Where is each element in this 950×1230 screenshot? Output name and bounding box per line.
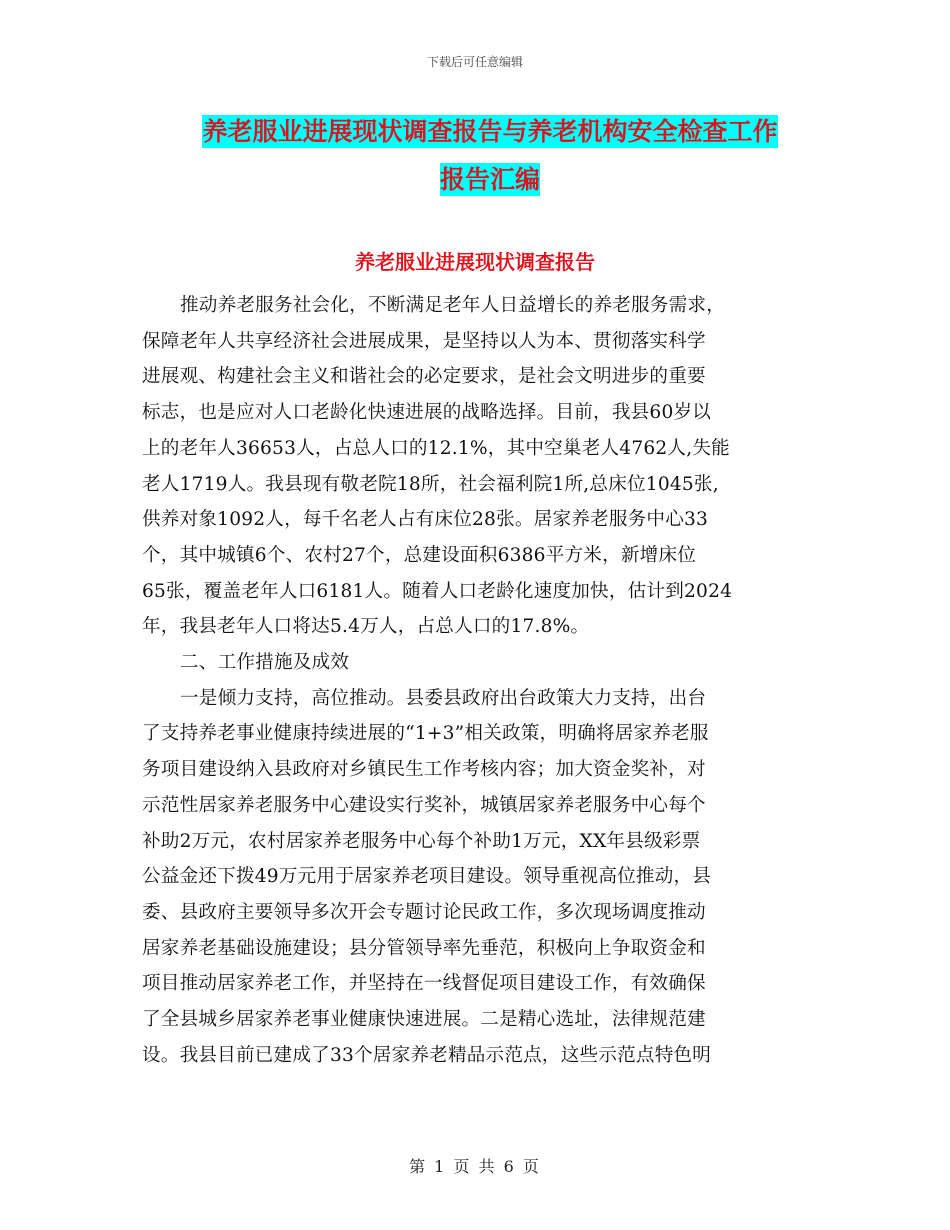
paragraph-2-line: 补助2万元，农村居家养老服务中心每个补助1万元，XX年县级彩票: [142, 830, 701, 852]
paragraph-2-line: 委、县政府主要领导多次开会专题讨论民政工作，多次现场调度推动: [142, 901, 706, 923]
section-2-heading: 二、工作措施及成效: [180, 652, 350, 674]
paragraph-1-line: 推动养老服务社会化，不断满足老年人日益增长的养老服务需求，: [180, 295, 726, 316]
paragraph-2-line: 项目推动居家养老工作，并坚持在一线督促项目建设工作，有效确保: [142, 973, 706, 995]
paragraph-2-line: 居家养老基础设施建设；县分管领导率先垂范，积极向上争取资金和: [142, 937, 706, 959]
document-body: [142, 288, 810, 1073]
document-title-line2: 报告汇编: [439, 165, 540, 194]
paragraph-1-line: 个，其中城镇6个、农村27个，总建设面积6386平方米，新增床位: [142, 544, 697, 566]
paragraph-2-line: 了全县城乡居家养老事业健康快速进展。二是精心选址，法律规范建: [142, 1009, 706, 1031]
paragraph-2-line: 设。我县目前已建成了33个居家养老精品示范点，这些示范点特色明: [142, 1044, 712, 1066]
document-title-line1: 养老服业进展现状调查报告与养老机构安全检查工作: [202, 117, 778, 146]
paragraph-2-line: 了支持养老事业健康持续进展的“1+3”相关政策，明确将居家养老服: [142, 723, 709, 745]
paragraph-1-line: 老人1719人。我县现有敬老院18所，社会福利院1所,总床位1045张,: [142, 473, 719, 495]
paragraph-1-line: 年，我县老年人口将达5.4万人，占总人口的17.8%。: [142, 616, 590, 638]
paragraph-1-line: 标志，也是应对人口老龄化快速进展的战略选择。目前，我县60岁以: [142, 402, 712, 424]
paragraph-1-line: 65张，覆盖老年人口6181人。随着人口老龄化速度加快，估计到2024: [142, 580, 733, 602]
page-footer: 第 1 页 共 6 页: [409, 1157, 541, 1176]
paragraph-1-line: 上的老年人36653人，占总人口的12.1%，其中空巢老人4762人,失能: [142, 437, 730, 459]
paragraph-2-line: 示范性居家养老服务中心建设实行奖补，城镇居家养老服务中心每个: [142, 794, 706, 816]
section-title: 养老服业进展现状调查报告: [355, 250, 595, 274]
paragraph-1-line: 进展观、构建社会主义和谐社会的必定要求，是社会文明进步的重要: [142, 366, 706, 388]
header-note: 下载后可任意编辑: [426, 55, 523, 69]
paragraph-1-line: 供养对象1092人，每千名老人占有床位28张。居家养老服务中心33: [142, 509, 709, 531]
paragraph-1-line: 保障老年人共享经济社会进展成果，是坚持以人为本、贯彻落实科学: [142, 330, 706, 352]
document-title: [140, 108, 840, 204]
paragraph-2-line: 一是倾力支持，高位推动。县委县政府出台政策大力支持，出台: [180, 687, 707, 709]
paragraph-2-line: 务项目建设纳入县政府对乡镇民生工作考核内容；加大资金奖补，对: [142, 759, 706, 781]
paragraph-2-line: 公益金还下拨49万元用于居家养老项目建设。领导重视高位推动，县: [142, 866, 712, 888]
